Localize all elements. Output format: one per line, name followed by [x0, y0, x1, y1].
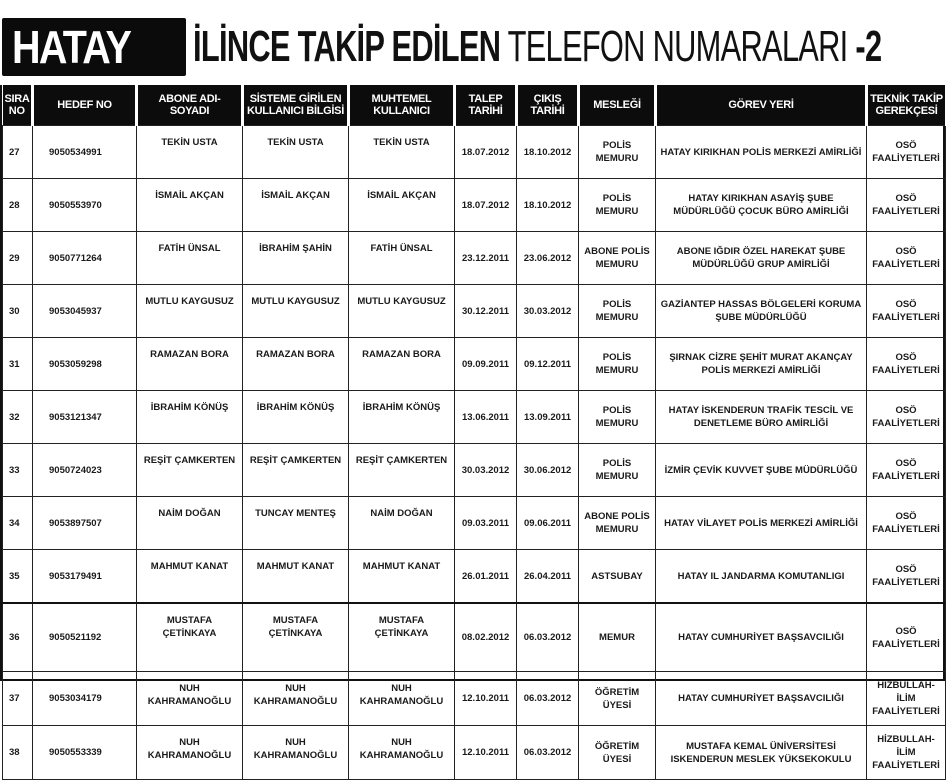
cell-gerekce: OSÖ FAALİYETLERİ — [867, 285, 946, 338]
cell-abone: NUH KAHRAMANOĞLU — [137, 726, 243, 780]
cell-meslek: POLİS MEMURU — [579, 391, 656, 444]
cell-cikis-tarihi: 06.03.2012 — [517, 726, 579, 780]
table-header-row — [3, 85, 946, 126]
cell-abone: İSMAİL AKÇAN — [137, 179, 243, 232]
cell-abone: İBRAHİM KÖNÜŞ — [137, 391, 243, 444]
title-light: TELEFON NUMARALARI — [507, 22, 848, 71]
cell-abone: RAMAZAN BORA — [137, 338, 243, 391]
header-sistem: SİSTEME GİRİLEN KULLANICI BİLGİSİ — [243, 85, 349, 126]
cell-hedef-no: 9050553970 — [33, 179, 137, 232]
header-muhtemel: MUHTEMEL KULLANICI — [349, 85, 455, 126]
cell-gerekce: OSÖ FAALİYETLERİ — [867, 179, 946, 232]
cell-sistem: MUSTAFA ÇETİNKAYA — [243, 603, 349, 672]
cell-meslek: POLİS MEMURU — [579, 444, 656, 497]
cell-cikis-tarihi: 18.10.2012 — [517, 126, 579, 179]
cell-gorev-yeri: HATAY VİLAYET POLİS MERKEZİ AMİRLİĞİ — [656, 497, 867, 550]
cell-talep-tarihi: 09.09.2011 — [455, 338, 517, 391]
cell-hedef-no: 9050553339 — [33, 726, 137, 780]
header-cikis: ÇIKIŞ TARİHİ — [517, 85, 579, 126]
cell-abone: MUSTAFA ÇETİNKAYA — [137, 603, 243, 672]
cell-gerekce: HİZBULLAH-İLİM FAALİYETLERİ — [867, 672, 946, 726]
cell-sira-no: 35 — [3, 550, 33, 604]
cell-gerekce: OSÖ FAALİYETLERİ — [867, 391, 946, 444]
cell-talep-tarihi: 13.06.2011 — [455, 391, 517, 444]
cell-sira-no: 29 — [3, 232, 33, 285]
cell-abone: TEKİN USTA — [137, 126, 243, 179]
cell-sira-no: 30 — [3, 285, 33, 338]
table-row — [3, 497, 946, 550]
page-title — [193, 20, 881, 76]
cell-meslek: ÖĞRETİM ÜYESİ — [579, 672, 656, 726]
cell-sistem: İBRAHİM ŞAHİN — [243, 232, 349, 285]
cell-muhtemel: MUSTAFA ÇETİNKAYA — [349, 603, 455, 672]
header-meslek: MESLEĞİ — [579, 85, 656, 126]
cell-cikis-tarihi: 09.12.2011 — [517, 338, 579, 391]
cell-gerekce: OSÖ FAALİYETLERİ — [867, 338, 946, 391]
cell-sira-no: 34 — [3, 497, 33, 550]
cell-muhtemel: REŞİT ÇAMKERTEN — [349, 444, 455, 497]
cell-cikis-tarihi: 18.10.2012 — [517, 179, 579, 232]
region-label-box — [2, 18, 186, 76]
table-row — [3, 444, 946, 497]
cell-gorev-yeri: ŞIRNAK CİZRE ŞEHİT MURAT AKANÇAY POLİS MERKEZİ AMİRLİĞİ — [656, 338, 867, 391]
table-row — [3, 179, 946, 232]
cell-meslek: ÖĞRETİM ÜYESİ — [579, 726, 656, 780]
cell-sira-no: 28 — [3, 179, 33, 232]
cell-talep-tarihi: 12.10.2011 — [455, 726, 517, 780]
cell-gorev-yeri: HATAY KIRIKHAN ASAYİŞ ŞUBE MÜDÜRLÜĞÜ ÇOCUK BÜRO AMİRLİĞİ — [656, 179, 867, 232]
table-row — [3, 726, 946, 780]
cell-meslek: POLİS MEMURU — [579, 126, 656, 179]
cell-gorev-yeri: HATAY IL JANDARMA KOMUTANLIGI — [656, 550, 867, 604]
cell-hedef-no: 9053897507 — [33, 497, 137, 550]
table-row — [3, 603, 946, 672]
cell-gerekce: OSÖ FAALİYETLERİ — [867, 603, 946, 672]
table-row — [3, 285, 946, 338]
cell-cikis-tarihi: 09.06.2011 — [517, 497, 579, 550]
cell-gorev-yeri: ABONE IĞDIR ÖZEL HAREKAT ŞUBE MÜDÜRLÜĞÜ GRUP AMİRLİĞİ — [656, 232, 867, 285]
cell-sistem: TEKİN USTA — [243, 126, 349, 179]
cell-sistem: NUH KAHRAMANOĞLU — [243, 672, 349, 726]
cell-sistem: REŞİT ÇAMKERTEN — [243, 444, 349, 497]
table-body — [3, 126, 946, 780]
cell-abone: MAHMUT KANAT — [137, 550, 243, 604]
cell-hedef-no: 9053059298 — [33, 338, 137, 391]
cell-sira-no: 27 — [3, 126, 33, 179]
phone-tracking-table — [0, 85, 945, 771]
cell-muhtemel: İBRAHİM KÖNÜŞ — [349, 391, 455, 444]
cell-gorev-yeri: İZMİR ÇEVİK KUVVET ŞUBE MÜDÜRLÜĞÜ — [656, 444, 867, 497]
cell-hedef-no: 9053045937 — [33, 285, 137, 338]
cell-gerekce: HİZBULLAH-İLİM FAALİYETLERİ — [867, 726, 946, 780]
cell-gorev-yeri: HATAY KIRIKHAN POLİS MERKEZİ AMİRLİĞİ — [656, 126, 867, 179]
header-abone: ABONE ADI-SOYADI — [137, 85, 243, 126]
table-row — [3, 232, 946, 285]
cell-gorev-yeri: GAZİANTEP HASSAS BÖLGELERİ KORUMA ŞUBE MÜDÜRLÜĞÜ — [656, 285, 867, 338]
cell-cikis-tarihi: 06.03.2012 — [517, 603, 579, 672]
cell-abone: REŞİT ÇAMKERTEN — [137, 444, 243, 497]
cell-gorev-yeri: HATAY CUMHURİYET BAŞSAVCILIĞI — [656, 672, 867, 726]
cell-talep-tarihi: 18.07.2012 — [455, 126, 517, 179]
cell-sistem: MAHMUT KANAT — [243, 550, 349, 604]
cell-talep-tarihi: 09.03.2011 — [455, 497, 517, 550]
cell-gorev-yeri: HATAY İSKENDERUN TRAFİK TESCİL VE DENETLEME BÜRO AMİRLİĞİ — [656, 391, 867, 444]
header-talep: TALEP TARİHİ — [455, 85, 517, 126]
cell-sira-no: 37 — [3, 672, 33, 726]
cell-talep-tarihi: 12.10.2011 — [455, 672, 517, 726]
cell-hedef-no: 9053034179 — [33, 672, 137, 726]
cell-sira-no: 36 — [3, 603, 33, 672]
cell-talep-tarihi: 23.12.2011 — [455, 232, 517, 285]
cell-meslek: POLİS MEMURU — [579, 285, 656, 338]
cell-meslek: ASTSUBAY — [579, 550, 656, 604]
cell-cikis-tarihi: 30.03.2012 — [517, 285, 579, 338]
cell-sira-no: 31 — [3, 338, 33, 391]
cell-muhtemel: MAHMUT KANAT — [349, 550, 455, 604]
region-label: HATAY — [12, 21, 131, 73]
cell-gerekce: OSÖ FAALİYETLERİ — [867, 497, 946, 550]
cell-sira-no: 33 — [3, 444, 33, 497]
cell-cikis-tarihi: 26.04.2011 — [517, 550, 579, 604]
table-row — [3, 338, 946, 391]
cell-muhtemel: NUH KAHRAMANOĞLU — [349, 672, 455, 726]
cell-talep-tarihi: 26.01.2011 — [455, 550, 517, 604]
cell-talep-tarihi: 30.03.2012 — [455, 444, 517, 497]
cell-sira-no: 38 — [3, 726, 33, 780]
cell-gerekce: OSÖ FAALİYETLERİ — [867, 126, 946, 179]
title-bold: İLİNCE TAKİP EDİLEN — [193, 22, 501, 71]
cell-muhtemel: İSMAİL AKÇAN — [349, 179, 455, 232]
cell-hedef-no: 9050534991 — [33, 126, 137, 179]
cell-abone: NUH KAHRAMANOĞLU — [137, 672, 243, 726]
cell-muhtemel: FATİH ÜNSAL — [349, 232, 455, 285]
cell-cikis-tarihi: 23.06.2012 — [517, 232, 579, 285]
cell-meslek: MEMUR — [579, 603, 656, 672]
cell-talep-tarihi: 18.07.2012 — [455, 179, 517, 232]
cell-hedef-no: 9050521192 — [33, 603, 137, 672]
cell-sistem: MUTLU KAYGUSUZ — [243, 285, 349, 338]
cell-sistem: RAMAZAN BORA — [243, 338, 349, 391]
table-row — [3, 672, 946, 726]
cell-meslek: ABONE POLİS MEMURU — [579, 232, 656, 285]
cell-muhtemel: RAMAZAN BORA — [349, 338, 455, 391]
cell-muhtemel: TEKİN USTA — [349, 126, 455, 179]
cell-sistem: NUH KAHRAMANOĞLU — [243, 726, 349, 780]
cell-sistem: İBRAHİM KÖNÜŞ — [243, 391, 349, 444]
header-sira-no: SIRA NO — [3, 85, 33, 126]
cell-muhtemel: NAİM DOĞAN — [349, 497, 455, 550]
cell-abone: NAİM DOĞAN — [137, 497, 243, 550]
cell-hedef-no: 9050771264 — [33, 232, 137, 285]
cell-gerekce: OSÖ FAALİYETLERİ — [867, 550, 946, 604]
cell-hedef-no: 9053179491 — [33, 550, 137, 604]
cell-muhtemel: MUTLU KAYGUSUZ — [349, 285, 455, 338]
cell-abone: FATİH ÜNSAL — [137, 232, 243, 285]
cell-gerekce: OSÖ FAALİYETLERİ — [867, 232, 946, 285]
cell-cikis-tarihi: 30.06.2012 — [517, 444, 579, 497]
cell-hedef-no: 9050724023 — [33, 444, 137, 497]
cell-meslek: POLİS MEMURU — [579, 179, 656, 232]
header-gerekce: TEKNİK TAKİP GEREKÇESİ — [867, 85, 946, 126]
title-suffix: -2 — [855, 22, 882, 71]
cell-talep-tarihi: 30.12.2011 — [455, 285, 517, 338]
cell-meslek: POLİS MEMURU — [579, 338, 656, 391]
cell-abone: MUTLU KAYGUSUZ — [137, 285, 243, 338]
cell-muhtemel: NUH KAHRAMANOĞLU — [349, 726, 455, 780]
cell-hedef-no: 9053121347 — [33, 391, 137, 444]
cell-cikis-tarihi: 06.03.2012 — [517, 672, 579, 726]
table-row — [3, 391, 946, 444]
cell-gerekce: OSÖ FAALİYETLERİ — [867, 444, 946, 497]
data-table — [2, 85, 946, 780]
table-row — [3, 550, 946, 604]
cell-sistem: TUNCAY MENTEŞ — [243, 497, 349, 550]
cell-sistem: İSMAİL AKÇAN — [243, 179, 349, 232]
cell-meslek: ABONE POLİS MEMURU — [579, 497, 656, 550]
cell-gorev-yeri: MUSTAFA KEMAL ÜNİVERSİTESİ ISKENDERUN MESLEK YÜKSEKOKULU — [656, 726, 867, 780]
cell-gorev-yeri: HATAY CUMHURİYET BAŞSAVCILIĞI — [656, 603, 867, 672]
table-row — [3, 126, 946, 179]
cell-talep-tarihi: 08.02.2012 — [455, 603, 517, 672]
cell-sira-no: 32 — [3, 391, 33, 444]
header-gorev: GÖREV YERİ — [656, 85, 867, 126]
header-hedef-no: HEDEF NO — [33, 85, 137, 126]
cell-cikis-tarihi: 13.09.2011 — [517, 391, 579, 444]
headline — [0, 14, 947, 76]
